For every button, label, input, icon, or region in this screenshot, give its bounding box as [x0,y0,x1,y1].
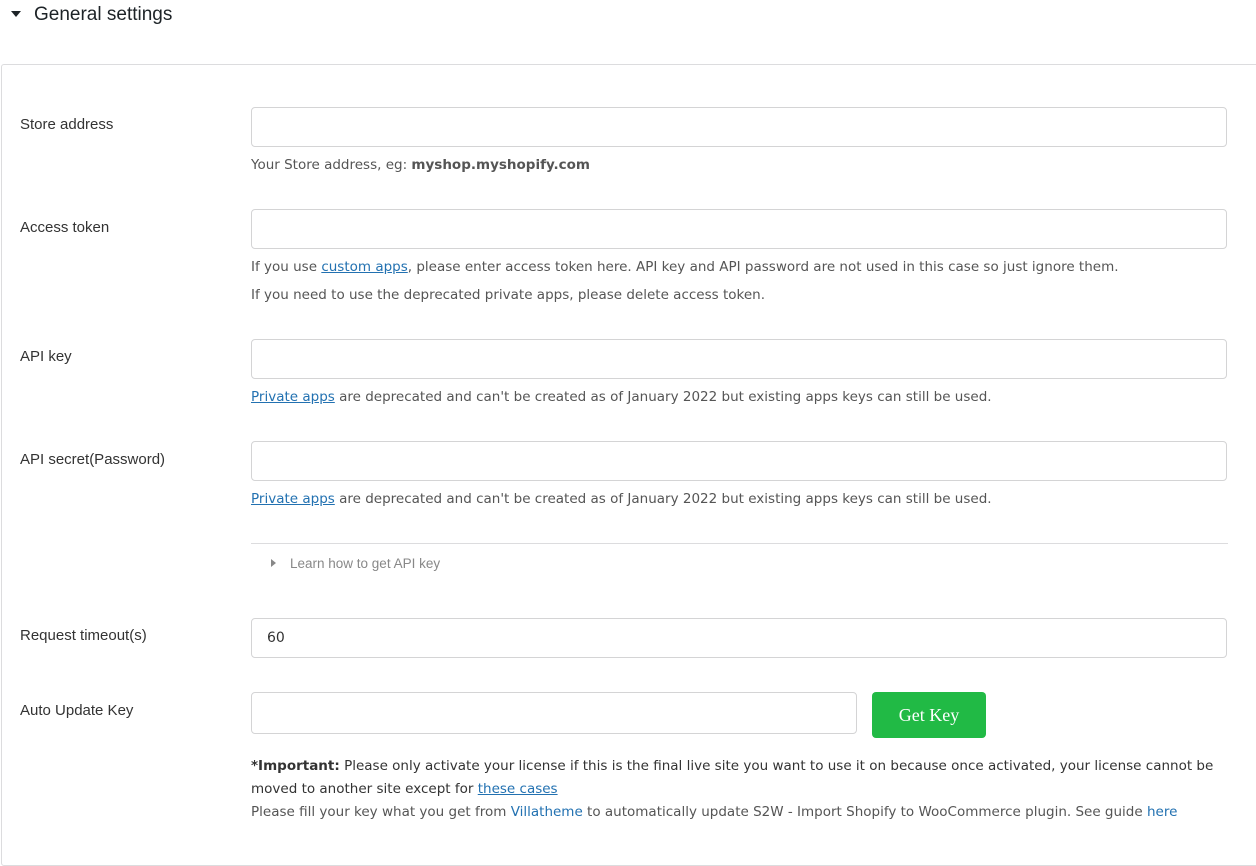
api-secret-label: API secret(Password) [20,451,166,468]
caret-right-icon [271,559,276,567]
custom-apps-link[interactable]: custom apps [321,259,408,275]
guide-here-link[interactable]: here [1146,804,1178,820]
private-apps-link[interactable]: Private apps [251,389,335,405]
access-token-label: Access token [20,219,110,236]
store-address-help [251,157,590,173]
api-secret-help-suffix: are deprecated and can't be created as of January 2022 but existing apps keys can still be used. [334,491,992,507]
section-title: General settings [34,4,173,25]
auto-update-key-label: Auto Update Key [20,702,134,719]
caret-down-icon[interactable] [11,11,21,17]
learn-api-key-label: Learn how to get API key [290,556,441,571]
api-key-help [251,389,992,405]
access-token-help-suffix: , please enter access token here. API key and API password are not used in this case so just ignore them. [407,259,1119,275]
note-prefix: Please fill your key what you get from [251,804,511,820]
store-address-example: myshop.myshopify.com [411,157,590,173]
auto-update-key-input[interactable] [251,692,857,734]
request-timeout-input[interactable] [251,618,1227,658]
important-text: Please only activate your license if this is the final live site you want to use it on because once activated, your license cannot be moved to another site except for [251,758,1214,797]
private-apps-link[interactable]: Private apps [251,491,335,507]
important-label: *Important: [251,758,340,774]
store-address-help-text: Your Store address, eg: [251,157,412,173]
api-key-input[interactable] [251,339,1227,379]
divider [251,543,1228,544]
api-key-label: API key [20,348,72,365]
note-middle: to automatically update S2W - Import Shopify to WooCommerce plugin. See guide [582,804,1147,820]
access-token-help-2: If you need to use the deprecated private apps, please delete access token. [251,287,766,303]
important-notice [251,755,1226,824]
store-address-label: Store address [20,116,114,133]
general-settings-header[interactable] [0,0,1256,32]
these-cases-link[interactable]: these cases [477,781,558,797]
api-secret-help [251,491,992,507]
api-key-help-suffix: are deprecated and can't be created as of January 2022 but existing apps keys can still be used. [334,389,992,405]
get-key-button[interactable]: Get Key [872,692,986,738]
access-token-input[interactable] [251,209,1227,249]
access-token-help [251,259,1119,275]
villatheme-link[interactable]: Villatheme [510,804,583,820]
request-timeout-label: Request timeout(s) [20,627,147,644]
store-address-input[interactable] [251,107,1227,147]
api-secret-input[interactable] [251,441,1227,481]
access-token-help-prefix: If you use [251,259,322,275]
